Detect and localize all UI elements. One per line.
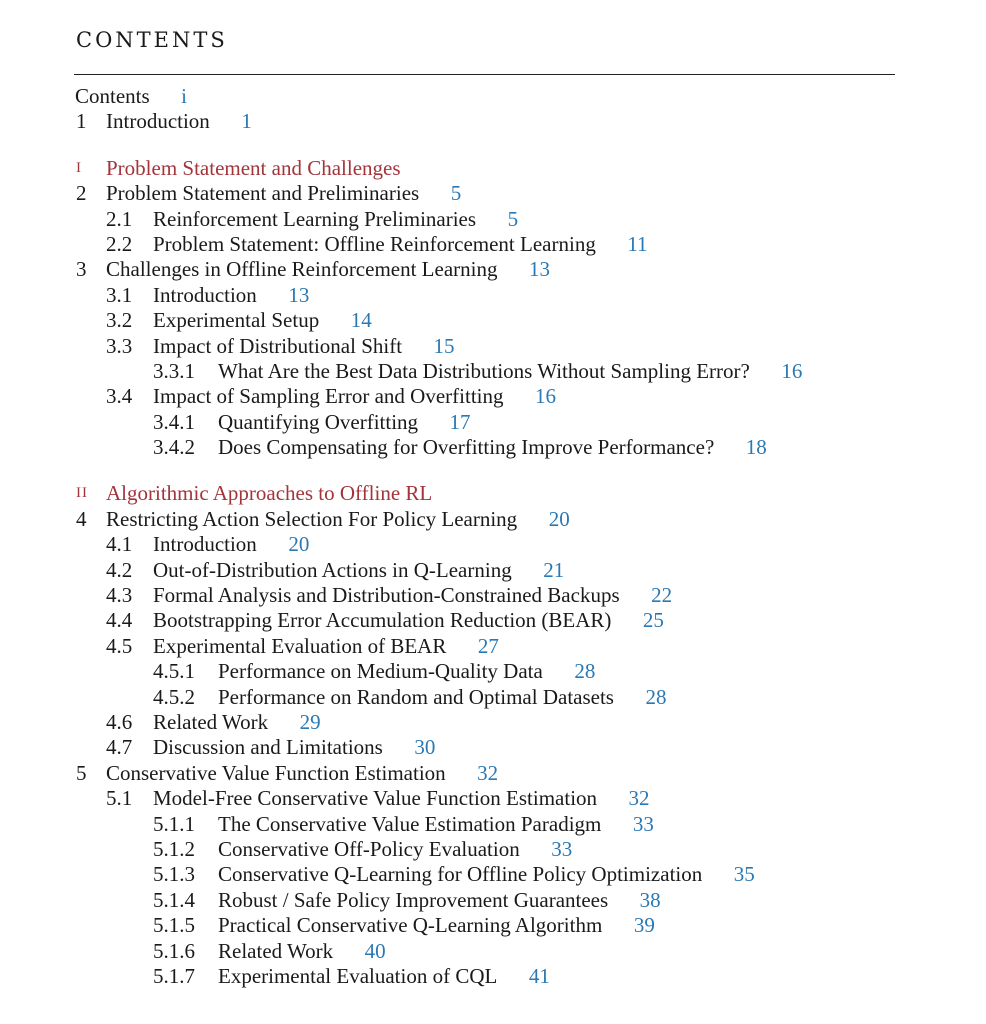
toc-page-number: 21 (543, 557, 565, 582)
toc-link[interactable]: Related Work 29 (153, 709, 321, 734)
toc-number: 3.4 (106, 384, 133, 409)
toc-subsection (0, 410, 986, 435)
toc-number: 4.2 (106, 557, 133, 582)
toc-subsection (0, 359, 986, 384)
toc-number: 4.6 (106, 709, 133, 734)
toc-link[interactable]: The Conservative Value Estimation Paradigm 33 (218, 811, 654, 836)
toc-number: 5.1.2 (153, 836, 195, 861)
toc-number: 3.3 (106, 333, 133, 358)
toc-link[interactable]: Restricting Action Selection For Policy Learning 20 (106, 506, 570, 531)
toc-link[interactable]: Impact of Distributional Shift 15 (153, 333, 455, 358)
toc-page-number: 14 (350, 308, 372, 333)
toc-subsection (0, 685, 986, 710)
toc-section (0, 308, 986, 333)
toc-page-number: 39 (633, 913, 655, 938)
toc-section (0, 283, 986, 308)
toc-link[interactable]: Challenges in Offline Reinforcement Learning 13 (106, 257, 550, 282)
toc-page-number: 40 (364, 938, 386, 963)
toc-link[interactable]: Practical Conservative Q-Learning Algorithm 39 (218, 913, 655, 938)
toc-link[interactable]: Bootstrapping Error Accumulation Reduction (BEAR) 25 (153, 608, 664, 633)
toc-link[interactable]: Impact of Sampling Error and Overfitting 16 (153, 384, 556, 409)
toc-page-number: 1 (241, 109, 252, 134)
toc-number: 5.1.5 (153, 913, 195, 938)
toc-number: 1 (76, 109, 87, 134)
toc-part-number: I (76, 159, 82, 176)
toc-section (0, 583, 986, 608)
toc-page-number: 35 (733, 862, 755, 887)
toc-part-title[interactable]: Problem Statement and Challenges (106, 155, 401, 180)
toc-page-number: 11 (627, 231, 648, 256)
toc-chapter (0, 761, 986, 786)
toc-number: 3.2 (106, 308, 133, 333)
toc-section (0, 786, 986, 811)
toc-link[interactable]: Related Work 40 (218, 938, 386, 963)
toc-number: 4.7 (106, 735, 133, 760)
toc-page-number: 20 (548, 506, 570, 531)
toc-section (0, 532, 986, 557)
toc-link[interactable]: Experimental Setup 14 (153, 308, 372, 333)
toc-number: 5.1.3 (153, 862, 195, 887)
toc-link[interactable]: Does Compensating for Overfitting Improve Performance? 18 (218, 435, 767, 460)
toc-link[interactable]: Introduction 1 (106, 109, 252, 134)
toc-number: 2.1 (106, 206, 133, 231)
toc-page-number: 32 (477, 760, 499, 785)
toc-chapter (0, 257, 986, 282)
toc-part (0, 481, 986, 506)
toc-page-number: 27 (477, 633, 499, 658)
toc-section (0, 384, 986, 409)
toc-number: 3.4.1 (153, 409, 195, 434)
toc-link[interactable]: Conservative Off-Policy Evaluation 33 (218, 836, 573, 861)
toc-number: 3 (76, 257, 87, 282)
toc-link[interactable]: Problem Statement and Preliminaries 5 (106, 181, 462, 206)
table-of-contents (0, 84, 986, 989)
toc-number: 5.1.1 (153, 811, 195, 836)
toc-number: 2.2 (106, 231, 133, 256)
toc-link[interactable]: Performance on Random and Optimal Datasets 28 (218, 684, 667, 709)
toc-page-number: 28 (645, 684, 667, 709)
toc-page-number: 33 (551, 836, 573, 861)
toc-section (0, 232, 986, 257)
toc-subsection (0, 862, 986, 887)
toc-number: 4.5 (106, 633, 133, 658)
toc-link[interactable]: Out-of-Distribution Actions in Q-Learning 21 (153, 557, 565, 582)
toc-part (0, 156, 986, 181)
toc-subsection (0, 435, 986, 460)
toc-number: 3.3.1 (153, 358, 195, 383)
toc-number: 4.5.1 (153, 659, 195, 684)
toc-link[interactable]: Experimental Evaluation of CQL 41 (218, 963, 550, 988)
toc-page-number: 13 (288, 282, 310, 307)
toc-link[interactable]: What Are the Best Data Distributions Without Sampling Error? 16 (218, 358, 803, 383)
toc-number: 4.1 (106, 532, 133, 557)
toc-page-number: 18 (745, 435, 767, 460)
toc-link[interactable]: Robust / Safe Policy Improvement Guarantees 38 (218, 887, 661, 912)
toc-number: 4.3 (106, 583, 133, 608)
toc-section (0, 334, 986, 359)
toc-page-number: 32 (628, 786, 650, 811)
toc-part-title[interactable]: Algorithmic Approaches to Offline RL (106, 481, 433, 506)
toc-page-number: i (181, 84, 188, 108)
toc-section (0, 608, 986, 633)
toc-link[interactable]: Quantifying Overfitting 17 (218, 409, 471, 434)
toc-subsection (0, 913, 986, 938)
toc-page-number: 33 (632, 811, 654, 836)
toc-link[interactable]: Discussion and Limitations 30 (153, 735, 436, 760)
toc-page-number: 16 (535, 384, 556, 409)
toc-link[interactable]: Reinforcement Learning Preliminaries 5 (153, 206, 519, 231)
toc-chapter (0, 507, 986, 532)
toc-link[interactable]: Problem Statement: Offline Reinforcement Learning 11 (153, 231, 648, 256)
toc-page-number: 41 (528, 963, 550, 988)
toc-chapter (0, 181, 986, 206)
toc-subsection (0, 964, 986, 989)
toc-link[interactable]: Conservative Value Function Estimation 32 (106, 760, 499, 785)
toc-page-number: 22 (651, 583, 673, 608)
toc-link[interactable]: Conservative Q-Learning for Offline Policy Optimization 35 (218, 862, 755, 887)
title-divider (74, 74, 895, 75)
toc-section (0, 735, 986, 760)
toc-page-number: 30 (414, 735, 436, 760)
toc-part-number: II (76, 485, 88, 502)
toc-link[interactable]: Experimental Evaluation of BEAR 27 (153, 633, 499, 658)
toc-number: 5.1.6 (153, 938, 195, 963)
toc-number: 4 (76, 506, 87, 531)
toc-entry-contents (0, 84, 986, 109)
toc-page-number: 29 (299, 709, 321, 734)
toc-page-number: 38 (639, 887, 661, 912)
toc-page-number: 25 (642, 608, 664, 633)
toc-page-number: 20 (288, 532, 310, 557)
toc-page-number: 5 (507, 206, 519, 231)
toc-subsection (0, 888, 986, 913)
toc-number: 5.1 (106, 786, 133, 811)
page-title: CONTENTS (76, 28, 228, 52)
toc-section (0, 634, 986, 659)
toc-section (0, 558, 986, 583)
toc-page-number: 17 (449, 409, 471, 434)
toc-subsection (0, 939, 986, 964)
toc-section (0, 207, 986, 232)
toc-link[interactable]: Contents i (75, 84, 188, 108)
toc-number: 5 (76, 760, 87, 785)
toc-page-number: 28 (574, 659, 596, 684)
toc-link[interactable]: Formal Analysis and Distribution-Constrained Backups 22 (153, 583, 673, 608)
toc-number: 5.1.7 (153, 963, 195, 988)
toc-link[interactable]: Introduction 13 (153, 282, 310, 307)
toc-page-number: 13 (528, 257, 550, 282)
toc-subsection (0, 837, 986, 862)
toc-subsection (0, 659, 986, 684)
toc-number: 3.4.2 (153, 435, 195, 460)
toc-page-number: 5 (450, 181, 462, 206)
toc-number: 5.1.4 (153, 887, 195, 912)
toc-number: 3.1 (106, 282, 133, 307)
toc-number: 2 (76, 181, 87, 206)
toc-chapter (0, 109, 986, 134)
toc-page-number: 15 (433, 333, 455, 358)
toc-section (0, 710, 986, 735)
toc-number: 4.4 (106, 608, 133, 633)
toc-link[interactable]: Model-Free Conservative Value Function Estimation 32 (153, 786, 650, 811)
toc-link[interactable]: Introduction 20 (153, 532, 310, 557)
toc-link[interactable]: Performance on Medium-Quality Data 28 (218, 659, 596, 684)
toc-number: 4.5.2 (153, 684, 195, 709)
toc-subsection (0, 812, 986, 837)
toc-page-number: 16 (781, 358, 803, 383)
